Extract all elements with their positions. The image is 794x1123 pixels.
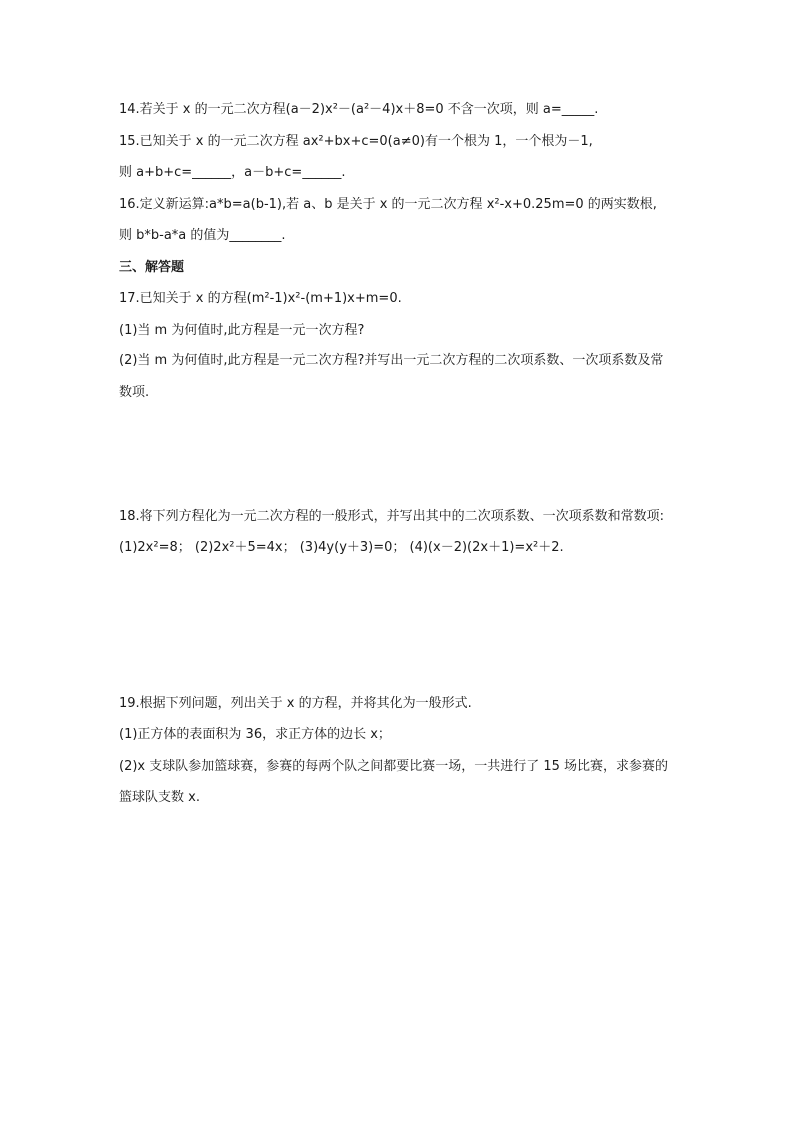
question-18-parts: (1)2x²=8； (2)2x²＋5=4x； (3)4y(y＋3)=0； (4)(x－2)(2x＋1)=x²＋2. (119, 540, 564, 555)
question-14: 14.若关于 x 的一元二次方程(a－2)x²－(a²－4)x＋8=0 不含一次项，则 a=_____. (119, 102, 599, 117)
question-15-line-1: 15.已知关于 x 的一元二次方程 ax²+bx+c=0(a≠0)有一个根为 1，一个根为－1, (119, 134, 593, 149)
section-heading-solve: 三、解答题 (119, 260, 185, 275)
question-19-part-2-line-1: (2)x 支球队参加篮球赛，参赛的每两个队之间都要比赛一场，一共进行了 15 场比赛，求参赛的 (119, 759, 669, 774)
question-16-line-1: 16.定义新运算:a*b=a(b-1),若 a、b 是关于 x 的一元二次方程 x²-x+0.25m=0 的两实数根, (119, 197, 657, 212)
question-17-part-2-line-2: 数项. (119, 385, 150, 400)
question-17-stem: 17.已知关于 x 的方程(m²-1)x²-(m+1)x+m=0. (119, 291, 402, 306)
question-19-stem: 19.根据下列问题，列出关于 x 的方程，并将其化为一般形式. (119, 696, 472, 711)
question-15-line-2: 则 a+b+c=______，a－b+c=______. (119, 165, 346, 180)
question-17-part-2-line-1: (2)当 m 为何值时,此方程是一元二次方程?并写出一元二次方程的二次项系数、一次项系数及常 (119, 353, 664, 368)
question-17-part-1: (1)当 m 为何值时,此方程是一元一次方程? (119, 323, 365, 338)
question-18-stem: 18.将下列方程化为一元二次方程的一般形式，并写出其中的二次项系数、一次项系数和常数项: (119, 509, 665, 524)
question-19-part-2-line-2: 篮球队支数 x. (119, 790, 200, 805)
question-19-part-1: (1)正方体的表面积为 36，求正方体的边长 x； (119, 727, 391, 742)
question-16-line-2: 则 b*b-a*a 的值为________. (119, 228, 286, 243)
